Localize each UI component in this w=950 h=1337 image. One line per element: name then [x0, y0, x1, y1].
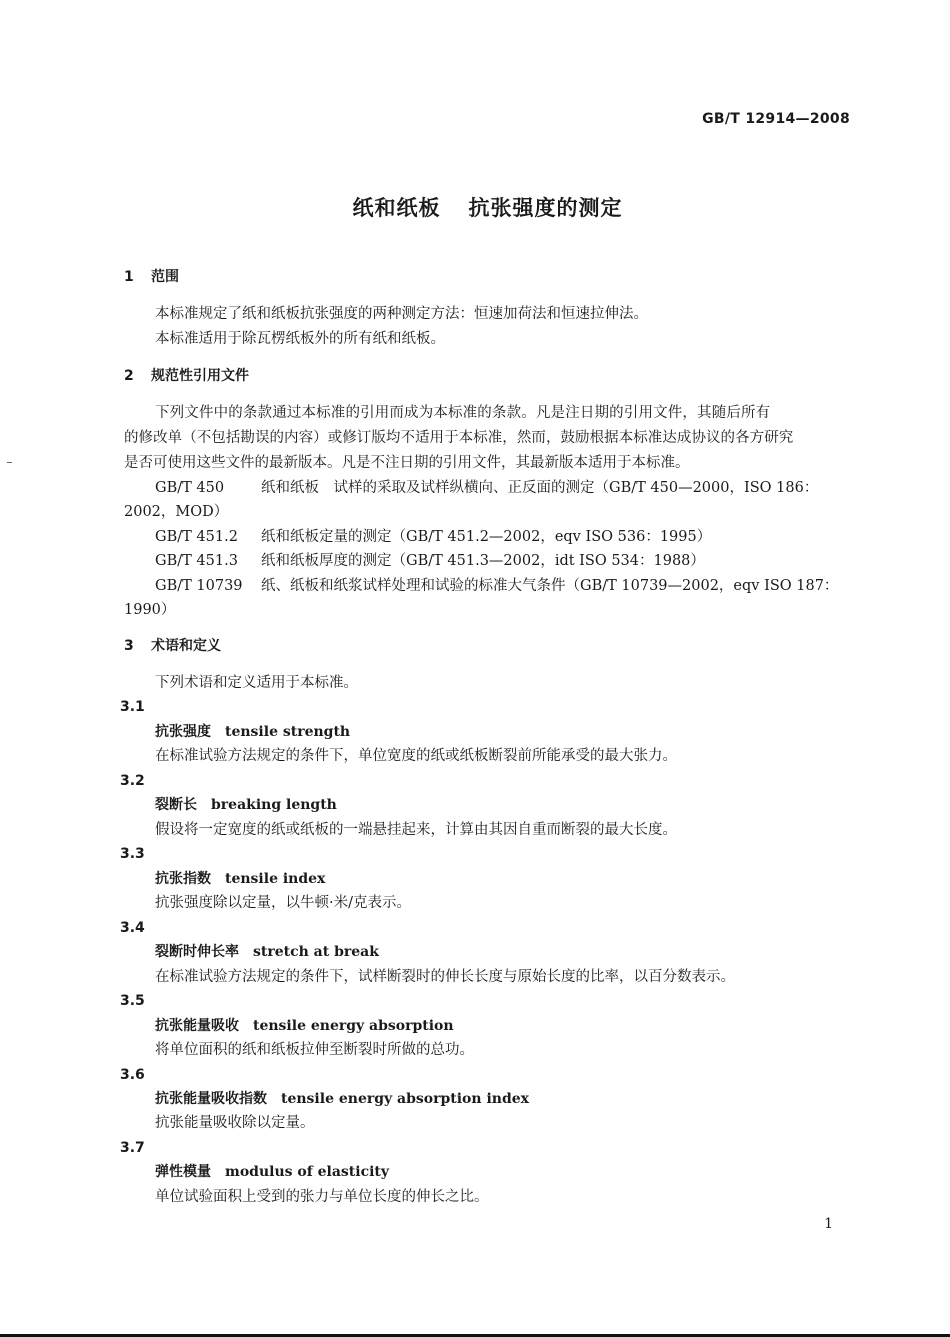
section-heading-2	[124, 366, 249, 386]
term-chinese: 抗张能量吸收指数	[155, 1091, 267, 1107]
reference-text: 纸和纸板 试样的采取及试样纵横向、正反面的测定（GB/T 450—2000，ISO 186：	[261, 480, 819, 496]
section-number: 1	[124, 269, 134, 285]
title-part-1: 纸和纸板	[352, 196, 441, 220]
paragraph-line: 的修改单（不包括勘误的内容）或修订版均不适用于本标准，然而，鼓励根据本标准达成协议的各方研究	[124, 430, 794, 446]
term-entry	[155, 1162, 389, 1182]
reference-text: 纸和纸板定量的测定（GB/T 451.2—2002，eqv ISO 536：1995）	[261, 529, 712, 545]
term-entry	[155, 795, 337, 815]
paragraph: 本标准适用于除瓦楞纸板外的所有纸和纸板。	[155, 331, 445, 347]
term-definition: 将单位面积的纸和纸板拉伸至断裂时所做的总功。	[155, 1042, 474, 1058]
term-chinese: 裂断时伸长率	[155, 944, 239, 960]
clause-number: 3.3	[120, 846, 145, 862]
term-english: tensile strength	[225, 724, 351, 740]
reference-continuation: 1990）	[124, 602, 176, 618]
term-english: stretch at break	[253, 944, 379, 960]
paragraph: 下列术语和定义适用于本标准。	[155, 675, 358, 691]
term-chinese: 弹性模量	[155, 1164, 211, 1180]
reference-item	[155, 527, 711, 547]
term-chinese: 抗张指数	[155, 871, 211, 887]
term-definition: 抗张能量吸收除以定量。	[155, 1115, 315, 1131]
document-title	[0, 192, 950, 222]
title-part-2: 抗张强度的测定	[468, 196, 623, 220]
term-definition: 假设将一定宽度的纸或纸板的一端悬挂起来，计算由其因自重而断裂的最大长度。	[155, 822, 677, 838]
clause-number: 3.4	[120, 920, 145, 936]
term-english: tensile energy absorption	[253, 1018, 454, 1034]
paragraph-line: 是否可使用这些文件的最新版本。凡是不注日期的引用文件，其最新版本适用于本标准。	[124, 455, 690, 471]
reference-item	[155, 478, 818, 498]
section-heading-3	[124, 636, 221, 656]
term-entry	[155, 722, 350, 742]
reference-text: 纸、纸板和纸浆试样处理和试验的标准大气条件（GB/T 10739—2002，eqv ISO 187：	[261, 578, 839, 594]
term-definition: 在标准试验方法规定的条件下，单位宽度的纸或纸板断裂前所能承受的最大张力。	[155, 748, 677, 764]
term-entry	[155, 1089, 529, 1109]
term-chinese: 裂断长	[155, 797, 197, 813]
reference-code: GB/T 10739	[155, 578, 243, 594]
term-chinese: 抗张能量吸收	[155, 1018, 239, 1034]
section-title: 规范性引用文件	[151, 368, 249, 384]
page-number: 1	[824, 1216, 833, 1232]
term-english: tensile energy absorption index	[281, 1091, 529, 1107]
section-title: 范围	[151, 269, 179, 285]
term-chinese: 抗张强度	[155, 724, 211, 740]
section-number: 3	[124, 638, 134, 654]
reference-item	[155, 576, 838, 596]
term-definition: 单位试验面积上受到的张力与单位长度的伸长之比。	[155, 1189, 489, 1205]
reference-continuation: 2002，MOD）	[124, 504, 229, 520]
term-entry	[155, 1016, 454, 1036]
term-definition: 在标准试验方法规定的条件下，试样断裂时的伸长长度与原始长度的比率，以百分数表示。	[155, 969, 735, 985]
term-english: modulus of elasticity	[225, 1164, 390, 1180]
term-entry	[155, 942, 379, 962]
reference-text: 纸和纸板厚度的测定（GB/T 451.3—2002，idt ISO 534：1988）	[261, 553, 705, 569]
term-english: tensile index	[225, 871, 326, 887]
section-heading-1	[124, 267, 179, 287]
clause-number: 3.7	[120, 1140, 145, 1156]
clause-number: 3.5	[120, 993, 145, 1009]
clause-number: 3.1	[120, 699, 145, 715]
reference-code: GB/T 451.2	[155, 529, 238, 545]
term-entry	[155, 869, 325, 889]
term-definition: 抗张强度除以定量，以牛顿·米/克表示。	[155, 895, 411, 911]
reference-item	[155, 551, 705, 571]
section-number: 2	[124, 368, 134, 384]
paragraph: 本标准规定了纸和纸板抗张强度的两种测定方法：恒速加荷法和恒速拉伸法。	[155, 306, 648, 322]
term-english: breaking length	[211, 797, 337, 813]
reference-code: GB/T 451.3	[155, 553, 238, 569]
section-title: 术语和定义	[151, 638, 221, 654]
reference-code: GB/T 450	[155, 480, 225, 496]
paragraph-line: 下列文件中的条款通过本标准的引用而成为本标准的条款。凡是注日期的引用文件，其随后所有	[155, 405, 771, 421]
standard-id: GB/T 12914—2008	[702, 111, 850, 127]
scan-edge-mark	[7, 462, 12, 463]
clause-number: 3.2	[120, 773, 145, 789]
clause-number: 3.6	[120, 1067, 145, 1083]
